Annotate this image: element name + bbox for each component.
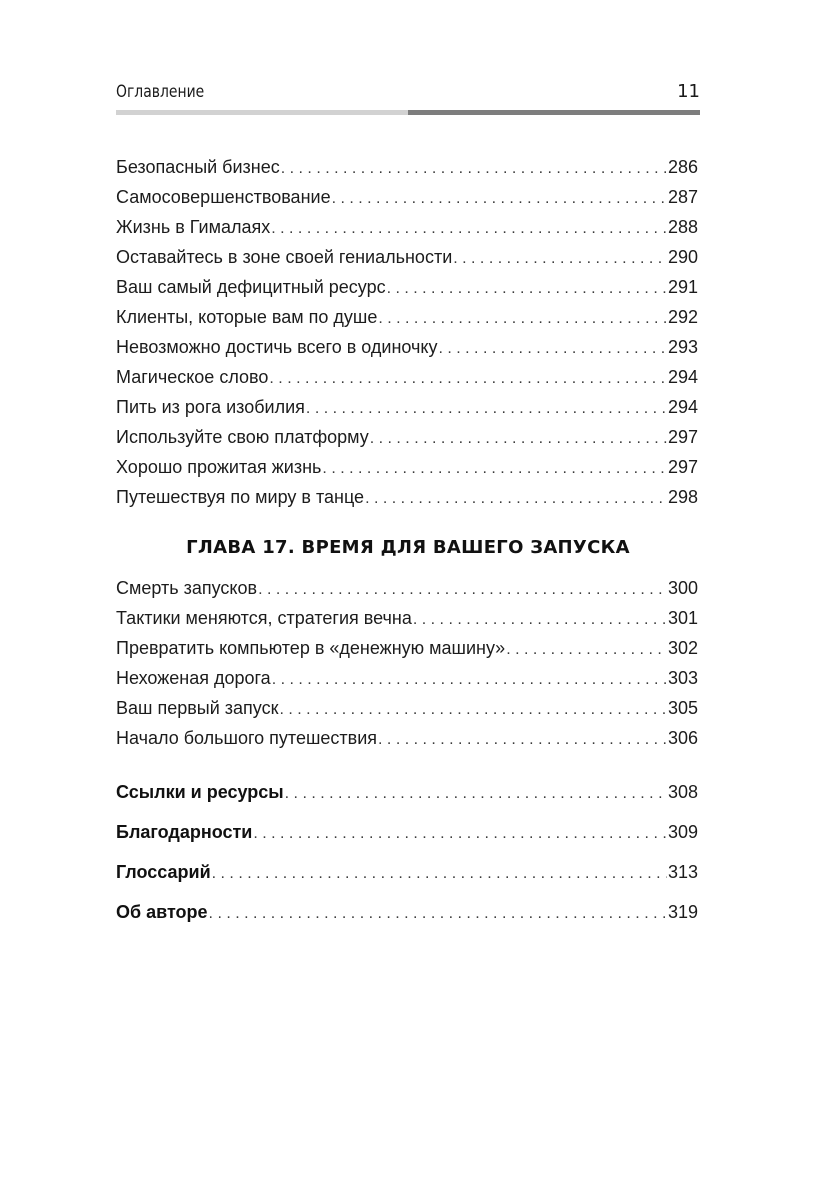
toc-entry-page: 294 [667, 367, 698, 387]
toc-entry[interactable] [116, 242, 698, 272]
toc-entry-title: Пить из рога изобилия [116, 397, 305, 417]
toc-entry-page: 293 [667, 337, 698, 357]
toc-entry[interactable] [116, 362, 698, 392]
dot-leader [281, 154, 667, 184]
dot-leader [387, 274, 667, 304]
toc-entry[interactable] [116, 452, 698, 482]
dot-leader [378, 725, 667, 755]
dot-leader [209, 894, 667, 934]
toc-entry[interactable] [116, 422, 698, 452]
toc-entry[interactable] [116, 332, 698, 362]
toc-entry-title: Самосовершенствование [116, 187, 331, 207]
toc-entry-title: Ссылки и ресурсы [116, 782, 284, 802]
toc-entry[interactable] [116, 482, 698, 512]
toc-entry-title: Превратить компьютер в «денежную машину» [116, 638, 506, 658]
toc-entry-page: 297 [667, 427, 698, 447]
dot-leader [438, 334, 666, 364]
dot-leader [332, 184, 667, 214]
toc-entry-title: Безопасный бизнес [116, 157, 280, 177]
toc-entry-title: Хорошо прожитая жизнь [116, 457, 322, 477]
dot-leader [272, 665, 667, 695]
toc-entry-major[interactable] [116, 812, 698, 852]
toc-entry-major[interactable] [116, 892, 698, 932]
toc-entry-major[interactable] [116, 852, 698, 892]
toc-entry-title: Тактики меняются, стратегия вечна [116, 608, 412, 628]
toc-entry-page: 291 [667, 277, 698, 297]
toc-entry-page: 313 [667, 862, 698, 882]
dot-leader [253, 814, 667, 854]
dot-leader [271, 214, 667, 244]
toc-entry-title: Невозможно достичь всего в одиночку [116, 337, 438, 357]
toc-entry-title: Глоссарий [116, 862, 211, 882]
toc-entry[interactable] [116, 633, 698, 663]
toc-entry-title: Жизнь в Гималаях [116, 217, 271, 237]
toc-entry-page: 306 [667, 728, 698, 748]
toc-entry[interactable] [116, 152, 698, 182]
toc-entry-page: 303 [667, 668, 698, 688]
toc-entry-title: Ваш первый запуск [116, 698, 279, 718]
dot-leader [322, 454, 667, 484]
dot-leader [365, 484, 667, 514]
dot-leader [212, 854, 667, 894]
toc-entry[interactable] [116, 693, 698, 723]
dot-leader [378, 304, 667, 334]
toc-entry[interactable] [116, 182, 698, 212]
toc-entry[interactable] [116, 603, 698, 633]
dot-leader [285, 774, 667, 814]
toc-entry-title: Магическое слово [116, 367, 269, 387]
dot-leader [258, 575, 667, 605]
toc-entry[interactable] [116, 723, 698, 753]
toc-entry-page: 300 [667, 578, 698, 598]
toc-entry-title: Клиенты, которые вам по душе [116, 307, 378, 327]
toc-entry-title: Нехоженая дорога [116, 668, 271, 688]
toc-section-chapter-17 [116, 573, 698, 753]
toc-entry-page: 286 [667, 157, 698, 177]
toc-entry-page: 305 [667, 698, 698, 718]
toc-entry-title: Об авторе [116, 902, 208, 922]
dot-leader [306, 394, 667, 424]
toc-entry-title: Ваш самый дефицитный ресурс [116, 277, 386, 297]
toc-entry-page: 301 [667, 608, 698, 628]
dot-leader [269, 364, 667, 394]
toc-entry[interactable] [116, 663, 698, 693]
dot-leader [413, 605, 667, 635]
dot-leader [506, 635, 667, 665]
toc-entry-page: 294 [667, 397, 698, 417]
toc-entry-page: 302 [667, 638, 698, 658]
toc-entry-page: 292 [667, 307, 698, 327]
toc-entry-page: 290 [667, 247, 698, 267]
toc-entry[interactable] [116, 302, 698, 332]
running-header [116, 80, 700, 106]
toc-section-back-matter [116, 772, 698, 932]
toc-entry-title: Оставайтесь в зоне своей гениальности [116, 247, 453, 267]
toc-entry-page: 308 [667, 782, 698, 802]
toc-entry-major[interactable] [116, 772, 698, 812]
toc-entry-page: 297 [667, 457, 698, 477]
toc-entry-title: Смерть запусков [116, 578, 258, 598]
toc-entry-page: 288 [667, 217, 698, 237]
header-rule [116, 110, 700, 115]
toc-entry[interactable] [116, 212, 698, 242]
dot-leader [370, 424, 667, 454]
toc-entry-page: 319 [667, 902, 698, 922]
toc-section-continued [116, 152, 698, 512]
toc-entry[interactable] [116, 272, 698, 302]
dot-leader [453, 244, 667, 274]
toc-entry-page: 298 [667, 487, 698, 507]
dot-leader [279, 695, 666, 725]
chapter-heading: ГЛАВА 17. ВРЕМЯ ДЛЯ ВАШЕГО ЗАПУСКА [186, 537, 630, 558]
toc-entry-title: Начало большого путешествия [116, 728, 378, 748]
toc-entry-title: Путешествуя по миру в танце [116, 487, 365, 507]
toc-entry-page: 287 [667, 187, 698, 207]
toc-entry[interactable] [116, 392, 698, 422]
toc-entry-title: Используйте свою платформу [116, 427, 369, 447]
toc-entry-page: 309 [667, 822, 698, 842]
page-number: 11 [677, 81, 700, 102]
toc-entry[interactable] [116, 573, 698, 603]
running-title: Оглавление [116, 82, 205, 102]
toc-entry-title: Благодарности [116, 822, 253, 842]
